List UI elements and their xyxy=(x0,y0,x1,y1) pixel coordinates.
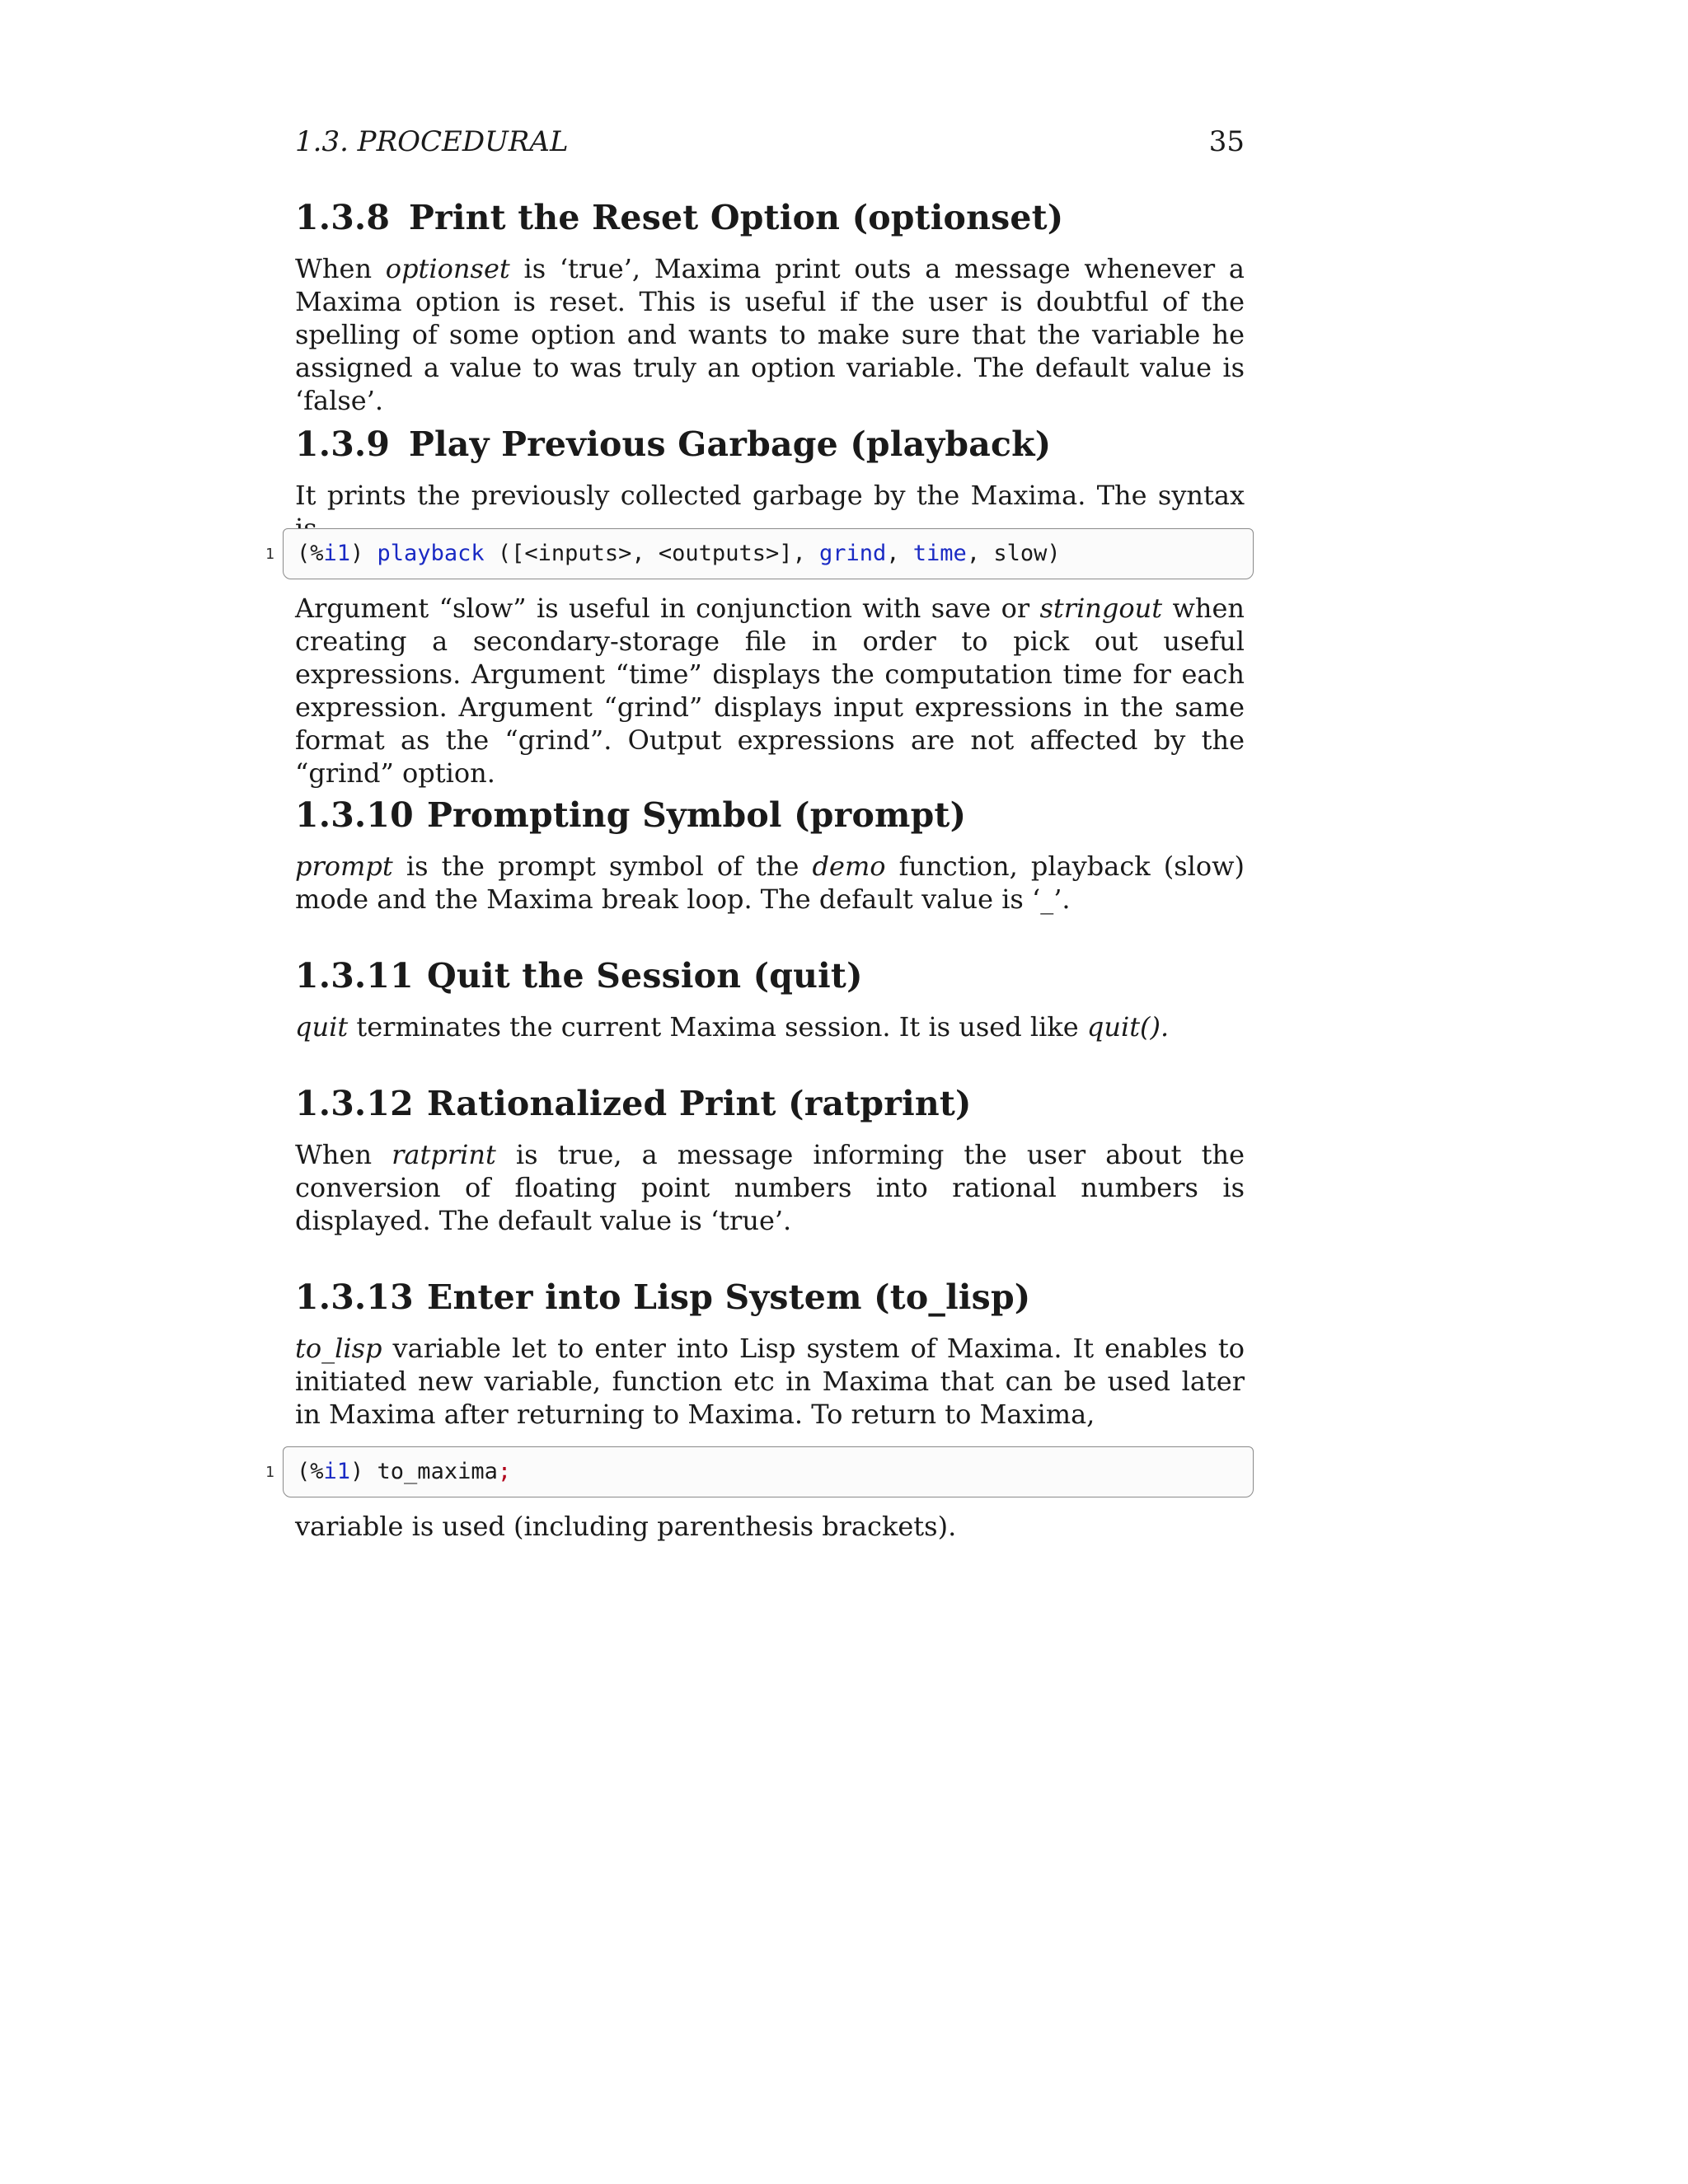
section-to-lisp-continued xyxy=(295,1495,1245,1543)
section-heading xyxy=(295,1277,1245,1317)
italic-term: quit xyxy=(295,1011,349,1043)
text-run: When xyxy=(295,1139,392,1170)
text-run: Argument “slow” is useful in conjunction with save or xyxy=(295,593,1040,624)
section-title: Prompting Symbol (prompt) xyxy=(427,795,967,835)
chapter-title: 1.3. PROCEDURAL xyxy=(295,125,569,158)
italic-term: stringout xyxy=(1039,593,1163,624)
code-listing-playback xyxy=(265,528,1254,579)
text-run: function, playback (slow) mode and the Maxima break loop. The default value is ‘_’. xyxy=(295,851,1245,915)
section-heading xyxy=(295,795,1245,835)
code-token: (% xyxy=(297,1459,324,1484)
italic-term: ratprint xyxy=(392,1139,496,1170)
text-run: when creating a secondary-storage file in order to pick out useful expressions. Argument “time” displays the computation time for each expression. Argument “grind” displays input expressions in the same format as the “grind”. Output expressions are not affected by the “grind” option. xyxy=(295,593,1245,789)
code-line xyxy=(297,1459,511,1484)
text-run: When xyxy=(295,253,386,284)
italic-term: prompt xyxy=(295,851,393,882)
section-prompt xyxy=(295,795,1245,916)
section-paragraph xyxy=(295,592,1245,790)
italic-term: to_lisp xyxy=(295,1333,382,1364)
section-heading xyxy=(295,1084,1245,1123)
text-run: is ‘true’, Maxima print outs a message whenever a Maxima option is reset. This is useful if the user is doubtful of the spelling of some option and wants to make sure that the variable he assigned a value to was truly an option variable. The default value is ‘false’. xyxy=(295,253,1245,416)
section-title: Play Previous Garbage (playback) xyxy=(409,424,1052,464)
code-line xyxy=(297,541,1061,566)
text-run: is true, a message informing the user about the conversion of floating point numbers into rational numbers is displayed. The default value is ‘true’. xyxy=(295,1139,1245,1236)
code-token: i1 xyxy=(323,541,351,566)
section-number: 1.3.8 xyxy=(295,198,391,237)
section-paragraph xyxy=(295,1010,1245,1043)
code-token: grind xyxy=(818,541,887,566)
page-number: 35 xyxy=(1208,125,1245,158)
code-token: ) to_maxima xyxy=(350,1459,498,1484)
section-quit xyxy=(295,956,1245,1043)
section-title: Enter into Lisp System (to_lisp) xyxy=(427,1277,1031,1317)
code-token: ) xyxy=(350,541,377,566)
section-title: Quit the Session (quit) xyxy=(427,956,863,996)
text-run: It prints the previously collected garbage by the Maxima. The syntax xyxy=(295,480,1245,511)
code-token: playback xyxy=(377,541,485,566)
code-line-number: 1 xyxy=(265,546,274,563)
section-optionset xyxy=(295,198,1245,417)
code-token: i1 xyxy=(323,1459,351,1484)
section-number: 1.3.9 xyxy=(295,424,391,464)
section-number: 1.3.10 xyxy=(295,795,414,835)
section-heading xyxy=(295,424,1245,464)
section-playback xyxy=(295,424,1245,545)
code-token: time xyxy=(912,541,967,566)
section-paragraph xyxy=(295,252,1245,417)
code-token: , slow) xyxy=(966,541,1061,566)
code-token: , xyxy=(886,541,913,566)
section-number: 1.3.11 xyxy=(295,956,414,996)
running-header xyxy=(295,125,1245,166)
italic-term: demo xyxy=(812,851,886,882)
section-ratprint xyxy=(295,1084,1245,1237)
code-token: ([<inputs>, <outputs>], xyxy=(484,541,819,566)
code-listing-to-maxima xyxy=(265,1446,1254,1497)
section-playback-continued xyxy=(295,577,1245,790)
code-token: ; xyxy=(497,1459,512,1484)
section-paragraph xyxy=(295,1138,1245,1237)
section-paragraph xyxy=(295,850,1245,916)
section-to-lisp xyxy=(295,1277,1245,1431)
italic-term: quit(). xyxy=(1086,1011,1170,1043)
code-token: (% xyxy=(297,541,324,566)
text-run: terminates the current Maxima session. It is used like xyxy=(348,1011,1087,1043)
section-number: 1.3.12 xyxy=(295,1084,414,1123)
italic-term: optionset xyxy=(385,253,510,284)
code-line-number: 1 xyxy=(265,1464,274,1481)
section-title: Print the Reset Option (optionset) xyxy=(409,198,1064,237)
section-number: 1.3.13 xyxy=(295,1277,414,1317)
section-title: Rationalized Print (ratprint) xyxy=(427,1084,972,1123)
text-run: variable is used (including parenthesis brackets). xyxy=(295,1511,957,1542)
section-paragraph xyxy=(295,1510,1245,1543)
section-heading xyxy=(295,198,1245,237)
section-heading xyxy=(295,956,1245,996)
text-run: variable let to enter into Lisp system of Maxima. It enables to initiated new variable, function etc in Maxima that can be used later in Maxima after returning to Maxima. To return to Maxima, xyxy=(295,1333,1245,1430)
text-run: is the prompt symbol of the xyxy=(392,851,813,882)
section-paragraph xyxy=(295,1332,1245,1431)
